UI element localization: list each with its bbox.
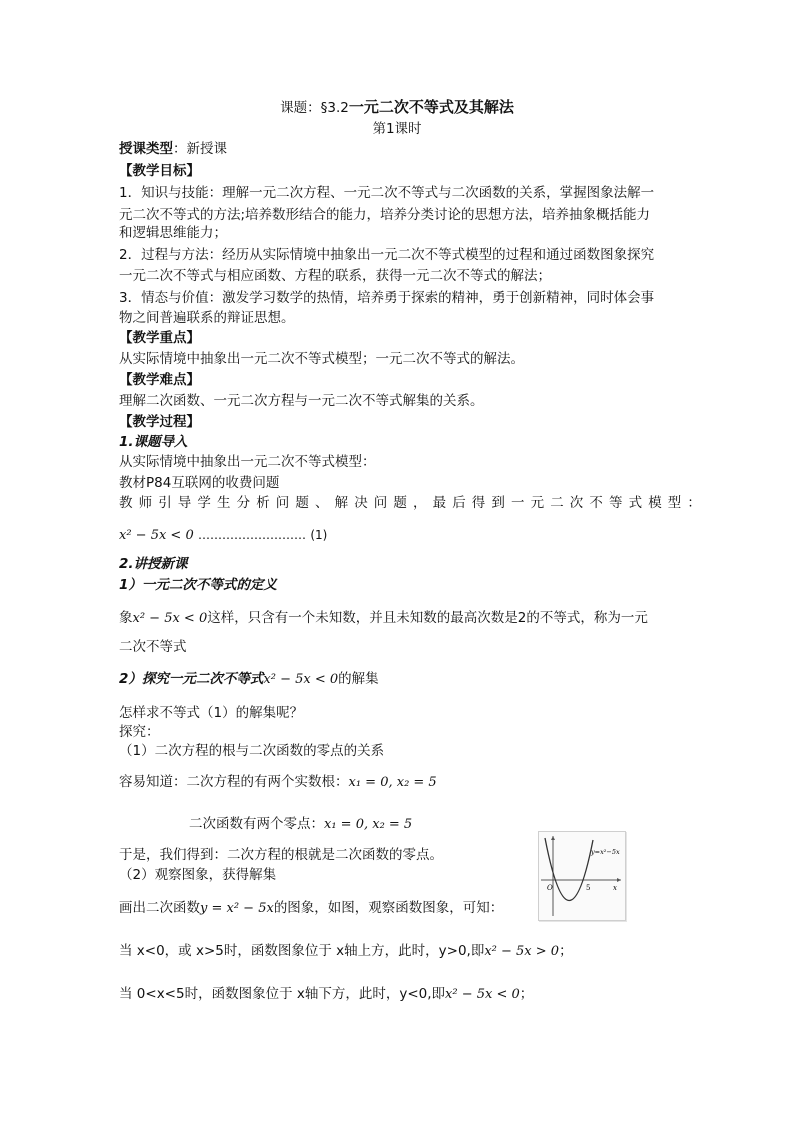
lesson-type-value: ：新授课 [173,141,227,157]
difficulties-heading: 【教学难点】 [119,372,200,388]
origin-label: O [547,884,553,892]
difficulties-text: 理解二次函数、一元二次方程与一元二次不等式解集的关系。 [119,393,484,409]
draw-formula: y = x² − 5x [200,901,274,916]
definition-line: 象x² − 5x < 0这样，只含有一个未知数，并且未知数的最高次数是2的不等式，称为一元 [119,610,648,626]
lesson-type [119,140,227,158]
intro-line: 教材P84互联网的收费问题 [119,475,280,491]
roots-formula: x₁ = 0, x₂ = 5 [348,775,437,790]
objectives-heading: 【教学目标】 [119,163,200,179]
zeros-line: 二次函数有两个零点：x₁ = 0, x₂ = 5 [189,816,413,832]
roots-line: 容易知道：二次方程的有两个实数根：x₁ = 0, x₂ = 5 [119,774,437,790]
process-heading: 【教学过程】 [119,414,200,430]
page-title [0,98,794,117]
key-points-heading: 【教学重点】 [119,330,200,346]
case1-formula: x² − 5x > 0 [484,944,560,959]
page-subtitle: 第1课时 [372,121,422,137]
intro-line: 教师引导学生分析问题、解决问题，最后得到一元二次不等式模型： [119,495,707,511]
intro-line: 从实际情境中抽象出一元二次不等式模型： [119,454,376,470]
subsection-explore-title: 2）探究一元二次不等式x² − 5x < 0的解集 [119,671,379,687]
zeros-formula: x₁ = 0, x₂ = 5 [324,817,413,832]
objective-line: 一元二次不等式与相应函数、方程的联系，获得一元二次不等式的解法； [119,268,551,284]
section-intro-title: 1.课题导入 [119,434,188,450]
question-line: 怎样求不等式（1）的解集呢？ [119,705,304,721]
item-2-line: （2）观察图象，获得解集 [119,867,277,883]
objective-line: 2．过程与方法：经历从实际情境中抽象出一元二次不等式模型的过程和通过函数图象探究 [119,247,655,263]
parabola-graph [538,831,626,921]
model-formula: x² − 5x < 0 [119,528,194,543]
five-label: 5 [586,884,591,892]
objective-line: 和逻辑思维能力； [119,225,227,241]
section-lecture-title: 2.讲授新课 [119,556,188,572]
draw-line: 画出二次函数y = x² − 5x的图象，如图，观察函数图象，可知： [119,900,504,916]
curve-label: y=x²−5x [591,848,620,856]
lesson-type-label: 授课类型 [119,141,173,157]
subsection-definition-title: 1）一元二次不等式的定义 [119,577,277,593]
model-dots: ……………………… [198,528,307,542]
y-axis-arrow [551,836,555,840]
title-main: 一元二次不等式及其解法 [348,98,514,116]
explore-label: 探究： [119,724,160,740]
parabola-graph-svg [539,832,625,920]
definition-formula: x² − 5x < 0 [132,611,208,626]
objective-line: 3．情态与价值：激发学习数学的热情，培养勇于探索的精神，勇于创新精神，同时体会事 [119,290,655,306]
objective-line: 物之间普遍联系的辩证思想。 [119,310,295,326]
model-tag: (1) [310,528,328,542]
explore-formula: x² − 5x < 0 [263,672,339,687]
title-prefix: 课题：§3.2 [280,100,349,116]
x-axis-arrow [617,878,621,882]
case-line: 当 0<x<5时，函数图象位于 x轴下方，此时，y<0,即x² − 5x < 0； [119,986,534,1002]
key-points-text: 从实际情境中抽象出一元二次不等式模型；一元二次不等式的解法。 [119,351,524,367]
case-line: 当 x<0，或 x>5时，函数图象位于 x轴上方，此时，y>0,即x² − 5x > 0； [119,943,573,959]
conclusion-line: 于是，我们得到：二次方程的根就是二次函数的零点。 [119,847,443,863]
case2-formula: x² − 5x < 0 [445,987,520,1002]
definition-line: 二次不等式 [119,639,187,655]
objective-line: 1．知识与技能：理解一元二次方程、一元二次不等式与二次函数的关系，掌握图象法解一 [119,185,655,201]
objective-line: 元二次不等式的方法;培养数形结合的能力，培养分类讨论的思想方法，培养抽象概括能力 [119,207,651,223]
x-axis-label: x [613,884,617,892]
model-inequality [119,526,327,545]
item-1-line: （1）二次方程的根与二次函数的零点的关系 [119,743,385,759]
